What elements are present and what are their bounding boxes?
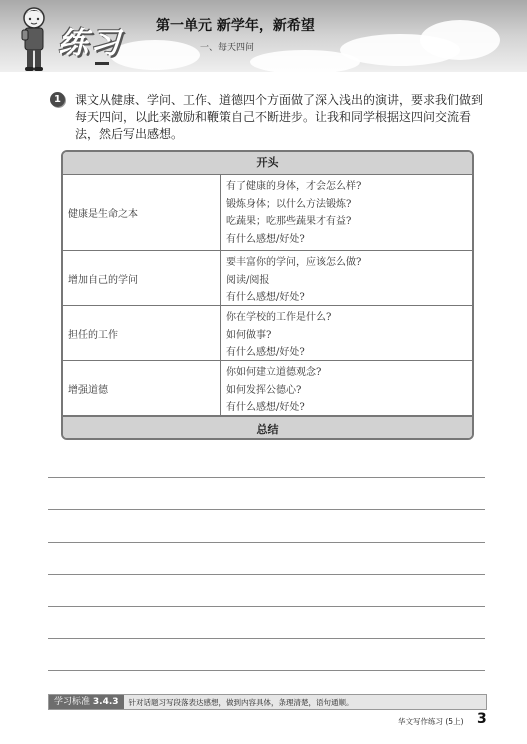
prompt-line: 有什么感想/好处? — [226, 347, 305, 358]
unit-title: 第一单元 新学年，新希望 — [156, 18, 315, 34]
table-footer-summary: 总结 — [63, 416, 472, 440]
prompt-line: 要丰富你的学问，应该怎么做? — [226, 257, 362, 268]
table-header-opening: 开头 — [63, 152, 472, 175]
row-prompts — [221, 361, 472, 415]
boy-character-icon — [10, 4, 60, 74]
table-row — [63, 361, 472, 416]
book-title: 华文写作练习 (5上) — [398, 717, 464, 726]
row-topic: 健康是生命之本 — [63, 175, 221, 250]
prompt-line: 你在学校的工作是什么? — [226, 312, 332, 323]
prompt-line: 有什么感想/好处? — [226, 402, 305, 413]
row-prompts — [221, 175, 472, 250]
prompt-line: 有了健康的身体，才会怎么样? — [226, 181, 362, 192]
question-number-badge: 1 — [50, 92, 65, 107]
prompt-line: 你如何建立道德观念? — [226, 367, 322, 378]
cloud-decoration — [250, 50, 360, 74]
prompt-line: 有什么感想/好处? — [226, 233, 305, 245]
writing-line[interactable] — [48, 670, 485, 671]
thinking-table — [61, 150, 474, 440]
row-prompts — [221, 306, 472, 360]
table-row — [63, 251, 472, 306]
row-prompts — [221, 251, 472, 305]
writing-line[interactable] — [48, 606, 485, 607]
writing-line[interactable] — [48, 542, 485, 543]
prompt-line: 如何做事? — [226, 329, 272, 341]
learning-standard-bar — [48, 694, 487, 710]
row-topic: 增加自己的学问 — [63, 251, 221, 305]
prompt-line: 如何发挥公德心? — [226, 384, 302, 396]
standard-code: 3.4.3 — [92, 697, 119, 707]
standard-label: 学习标准 — [54, 697, 91, 707]
prompt-line: 有什么感想/好处? — [226, 292, 305, 303]
prompt-line: 锻炼身体；以什么方法锻炼? — [226, 198, 352, 210]
logo-dash — [95, 62, 109, 65]
practice-logo — [10, 4, 130, 74]
prompt-line: 吃蔬果；吃那些蔬果才有益? — [226, 216, 352, 227]
writing-line[interactable] — [48, 509, 485, 510]
cloud-decoration — [420, 20, 500, 60]
question-text: 课文从健康、学问、工作、道德四个方面做了深入浅出的演讲，要求我们做到每天四问，以此来激励和鞭策自己不断进步。让我和同学根据这四问交流看法，然后写出感想。 — [75, 93, 484, 141]
writing-line[interactable] — [48, 638, 485, 639]
table-row — [63, 175, 472, 251]
logo-title: 练习 — [58, 26, 122, 61]
writing-line[interactable] — [48, 574, 485, 575]
row-topic: 担任的工作 — [63, 306, 221, 360]
page-number: 3 — [477, 711, 487, 727]
lesson-subtitle: 一、每天四问 — [200, 43, 255, 53]
row-topic: 增强道德 — [63, 361, 221, 415]
standard-tag — [49, 695, 124, 709]
writing-line[interactable] — [48, 477, 485, 478]
table-row — [63, 306, 472, 361]
standard-description: 针对话题习写段落表达感想，做到内容具体，条理清楚，语句通顺。 — [128, 697, 354, 707]
prompt-line: 阅读/阅报 — [226, 274, 270, 286]
